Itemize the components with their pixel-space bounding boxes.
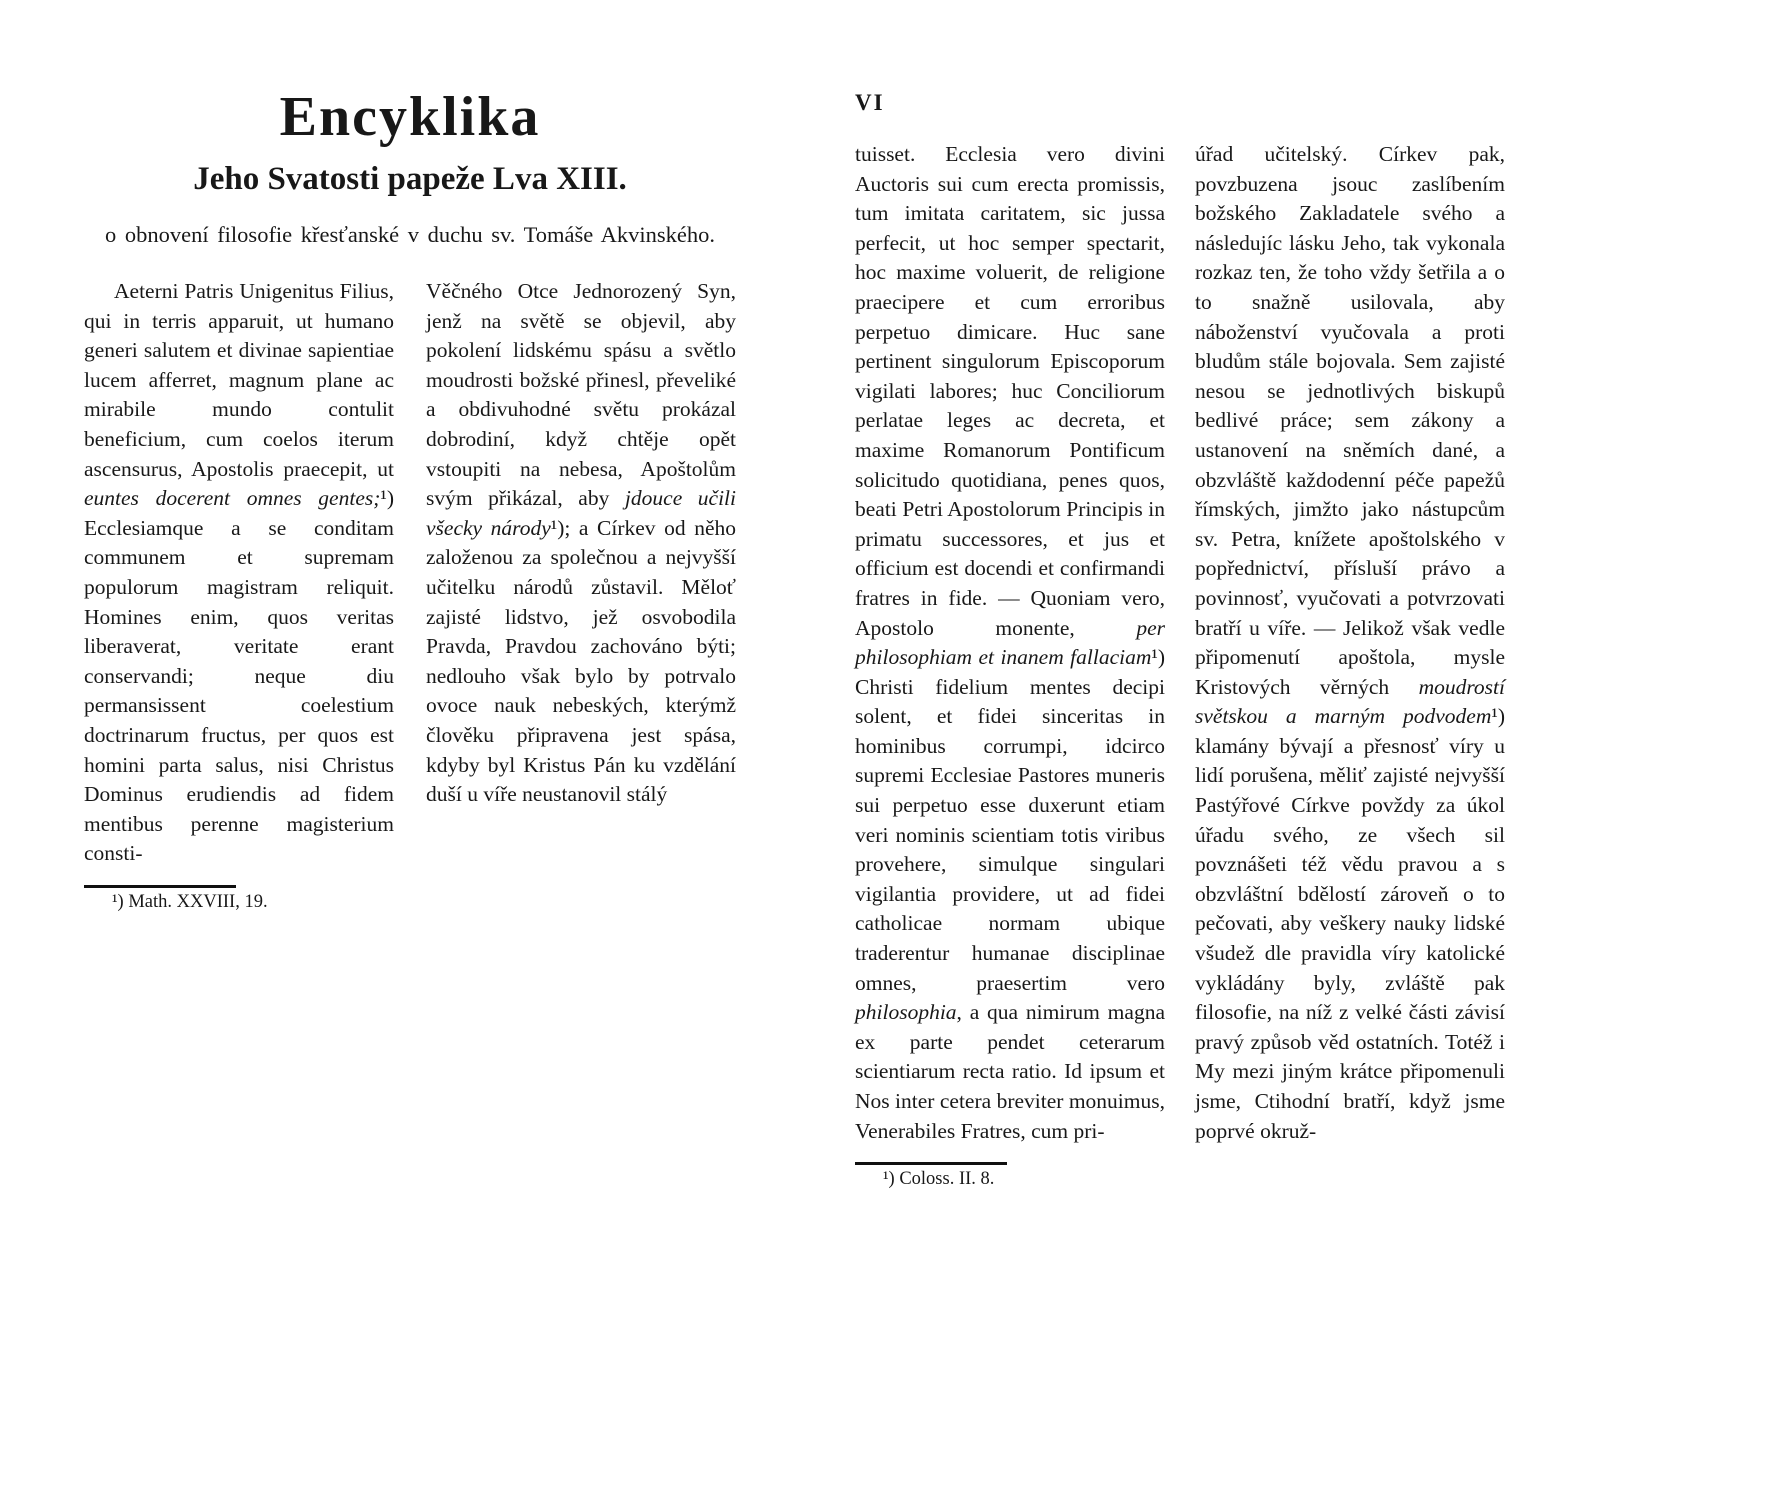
footnote-left [84,885,394,918]
footnote-text-left: ¹) Math. XXVIII, 19. [112,891,268,912]
latin-column-right-page [855,140,1165,1195]
page-title: Encyklika [279,86,541,148]
czech-column-left-page [426,277,736,917]
latin-text-right: tuisset. Ecclesia vero divini Auctoris sui cum erecta promissis, tum imitata caritatem, sic jussa perfecit, ut hoc semper spectarit, hoc maxime voluerit, de religione praecipere et cum erroribus perpetuo dimicare. Huc sane pertinent singulorum Episcoporum vigilati labores; huc Conciliorum perlatae leges ac decreta, et maxime Romanorum Pontificum solicitudo quotidiana, penes quos, beati Petri Apostolorum Principis in primatu successores, et jus et officium est docendi et confirmandi fratres in fide. — Quoniam vero, Apostolo monente, per philosophiam et inanem fallaciam¹) Christi fidelium mentes decipi solent, et fidei sinceritas in hominibus corrumpi, idcirco supremi Ecclesiae Pastores muneris sui perpetuo esse duxerunt etiam veri nominis scientiam totis viribus provehere, simulque singulari vigilantia providere, ut ad fidei catholicae normam ubique traderentur humanae disciplinae omnes, praesertim vero philosophia, a qua nimirum magna ex parte pendet ceterarum scientiarum recta ratio. Id ipsum et Nos inter cetera breviter monuimus, Venerabiles Fratres, cum pri- [855,142,1165,1143]
footnote-right [855,1162,1165,1195]
czech-text-right: úřad učitelský. Církev pak, povzbuzena jsouc zaslíbením božského Zakladatele svého a následujíc lásku Jeho, tak vykonala rozkaz ten, že toho vždy šetřila a o to snažně usilovala, aby náboženství vyučovala a proti bludům stále bojovala. Sem zajisté nesou se jednotlivých biskupů bedlivé práce; sem zákony a ustanovení na sněmích dané, a obzvláště každodenní péče papežů římských, jimžto jako nástupcům sv. Petra, knížete apoštolského v popřednictví, přísluší právo a povinnosť, vyučovati a potvrzovati bratří u víře. — Jelikož však vedle připomenutí apoštola, mysle Kristových věrných moudrostí světskou a marným podvodem¹) klamány bývají a přesnosť víry u lidí porušena, měliť zajisté nejvyšší Pastýřové Církve povždy za úkol úřadu svého, ze všech sil povznášeti též vědu pravou a s obzvláštní bdělostí zároveň o to pečovati, aby veškery nauky lidské všudež dle pravidla víry katolické vykládány byly, zvláště pak filosofie, na níž z velké části závisí pravý způsob věd ostatních. Totéž i My mezi jiným krátce připomenuli jsme, Ctihodní bratří, když jsme poprvé okruž- [1195,142,1505,1143]
page-dedication: o obnovení filosofie křesťanské v duchu sv. Tomáše Akvinského. [104,222,716,247]
footnote-text-right: ¹) Coloss. II. 8. [883,1169,995,1190]
page-right [855,90,1507,1195]
page-left [84,86,736,917]
czech-column-right-page [1195,140,1505,1195]
right-page-columns [855,140,1507,1195]
left-page-columns [84,277,736,917]
page-number: VI [855,90,885,115]
page-subtitle: Jeho Svatosti papeže Lva XIII. [193,161,627,197]
latin-text-left: Aeterni Patris Unigenitus Filius, qui in terris apparuit, ut humano generi salutem et divinae sapientiae lucem afferret, magnum plane ac mirabile mundo contulit beneficium, cum coelos iterum ascensurus, Apostolis praecepit, ut euntes docerent omnes gentes;¹) Ecclesiamque a se conditam communem et supremam populorum magistram reliquit. Homines enim, quos veritas liberaverat, veritate erant conservandi; neque diu permansissent coelestium doctrinarum fructus, per quos est homini parta salus, nisi Christus Dominus erudiendis ad fidem mentibus perenne magisterium consti- [84,279,394,866]
czech-text-left: Věčného Otce Jednorozený Syn, jenž na světě se objevil, aby pokolení lidskému spásu a světlo moudrosti božské přinesl, převeliké a obdivuhodné světu prokázal dobrodiní, když chtěje opět vstoupiti na nebesa, Apoštolům svým přikázal, aby jdouce učili všecky národy¹); a Církev od něho založenou za společnou a nejvyšší učitelku národů zůstavil. Měloť zajisté lidstvo, jež osvobodila Pravda, Pravdou zachováno býti; nedlouho však bylo by potrvalo ovoce nauk nebeských, kterýmž člověku připravena jest spása, kdyby byl Kristus Pán ku vzdělání duší u víře neustanovil stálý [426,279,736,807]
latin-column-left-page [84,277,394,917]
